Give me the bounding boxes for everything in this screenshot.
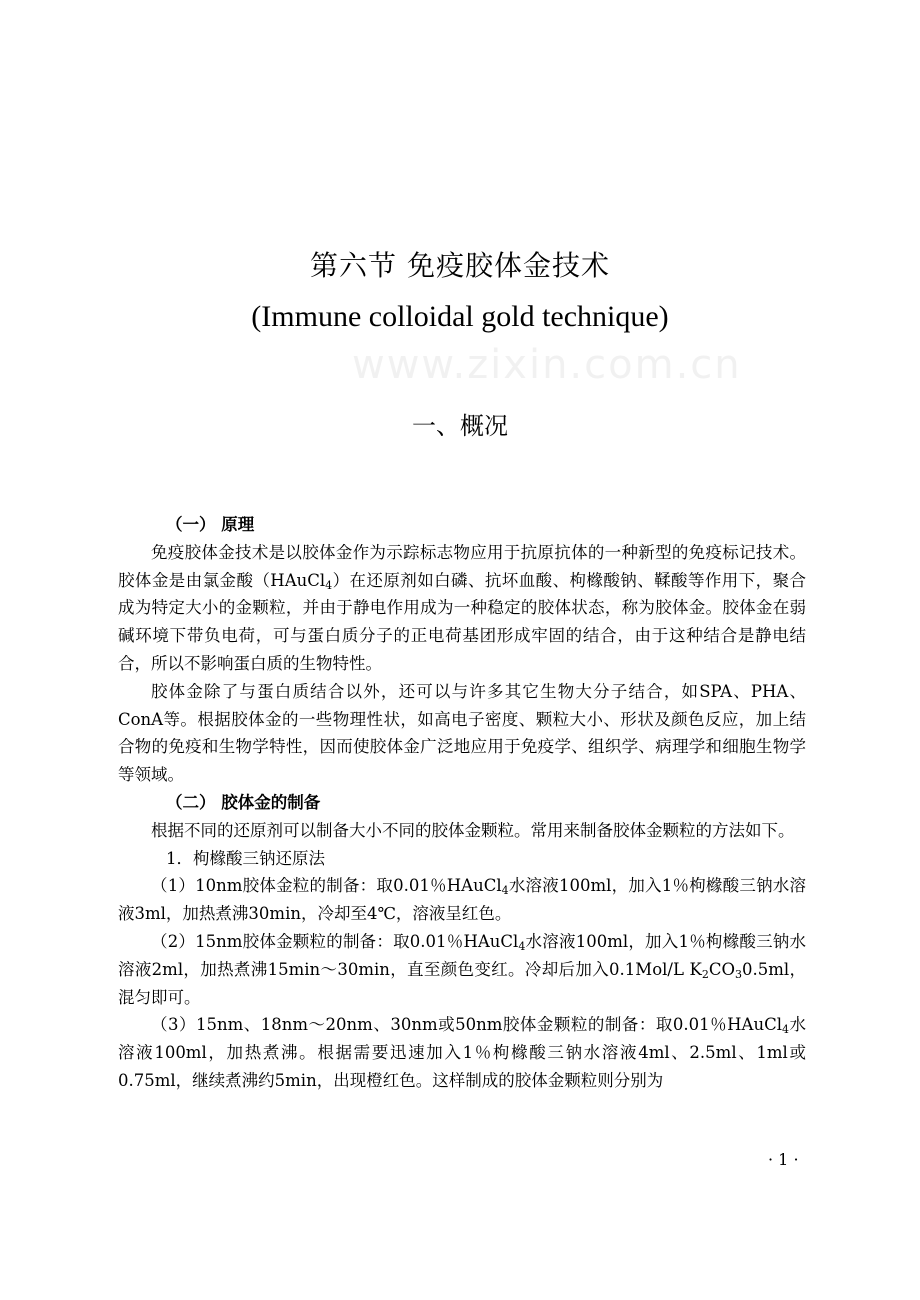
paragraph-preparation-intro: 根据不同的还原剂可以制备大小不同的胶体金颗粒。常用来制备胶体金颗粒的方法如下。 bbox=[151, 820, 795, 840]
step-10nm: （1）10nm胶体金粒的制备：取0.01％HAuCl$_4$水溶液100ml，加入1％枸橼酸三钠水溶液3ml，加热煮沸30min，冷却至4℃，溶液呈红色。 bbox=[118, 876, 806, 924]
method-citrate-heading: 1．枸橼酸三钠还原法 bbox=[166, 848, 325, 868]
watermark: www.zixin.com.cn bbox=[352, 342, 742, 388]
page-number: · 1 · bbox=[768, 1150, 799, 1169]
chapter-title-english: (Immune colloidal gold technique) bbox=[251, 300, 669, 333]
chapter-title-chinese: 第六节 免疫胶体金技术 bbox=[310, 249, 610, 282]
step-15nm: （2）15nm胶体金颗粒的制备：取0.01％HAuCl$_4$水溶液100ml，加入1％枸橼酸三钠水溶液2ml，加热煮沸15min～30min，直至颜色变红。冷却后加入0.1Mol/L $K_2CO_30.5ml$，混匀即可。 bbox=[118, 931, 807, 1007]
paragraph-principle: 免疫胶体金技术是以胶体金作为示踪标志物应用于抗原抗体的一种新型的免疫标记技术。胶体金是由氯金酸（HAuCl$_4$）在还原剂如白磷、抗坏血酸、枸橼酸钠、鞣酸等作用下，聚合成为特定大小的金颗粒，并由于静电作用成为一种稳定的胶体状态，称为胶体金。胶体金在弱碱环境下带负电荷，可与蛋白质分子的正电荷基团形成牢固的结合，由于这种结合是静电结合，所以不影响蛋白质的生物特性。 bbox=[118, 542, 807, 673]
step-multi-size: （3）15nm、18nm～20nm、30nm或50nm胶体金颗粒的制备：取0.01％HAuCl$_4$水溶液100ml，加热煮沸。根据需要迅速加入1％枸橼酸三钠水溶液4ml、2.5ml、1ml或0.75ml，继续煮沸约5min，出现橙红色。这样制成的胶体金颗粒则分别为 bbox=[118, 1015, 807, 1090]
subsection-heading-preparation: （二） 胶体金的制备 bbox=[166, 792, 321, 812]
body-text bbox=[118, 511, 806, 1095]
section-heading: 一、概况 bbox=[412, 412, 508, 440]
subsection-heading-principle: （一） 原理 bbox=[166, 515, 255, 534]
paragraph-binding: 胶体金除了与蛋白质结合以外，还可以与许多其它生物大分子结合，如SPA、PHA、ConA等。根据胶体金的一些物理性状，如高电子密度、颗粒大小、形状及颜色反应，加上结合物的免疫和生物学特性，因而使胶体金广泛地应用于免疫学、组织学、病理学和细胞生物学等领域。 bbox=[118, 681, 806, 785]
